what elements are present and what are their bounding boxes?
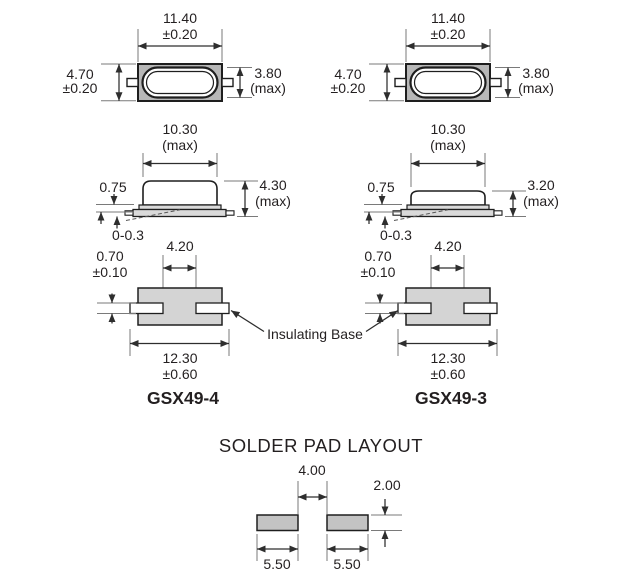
dim-tolerance: ±0.20 bbox=[62, 80, 98, 96]
dim-tolerance: ±0.60 bbox=[162, 366, 198, 382]
dim-label: 3.80 bbox=[254, 65, 282, 81]
base-slab bbox=[401, 210, 494, 217]
dim-label: 10.30 bbox=[430, 121, 466, 137]
dim-label: 4.00 bbox=[298, 462, 326, 478]
dim-tolerance: ±0.20 bbox=[430, 26, 466, 42]
dim-pad-gap bbox=[298, 462, 327, 514]
dim-label: 4.70 bbox=[66, 66, 94, 82]
dim-label: 11.40 bbox=[431, 10, 465, 26]
gsx49-4-side-view bbox=[96, 121, 291, 243]
gsx49-3-bottom-view bbox=[361, 238, 497, 382]
lead-left bbox=[130, 303, 163, 314]
dim-label: 4.20 bbox=[434, 238, 462, 254]
dim-label: 11.40 bbox=[163, 10, 197, 26]
gsx49-4-drawing bbox=[63, 10, 291, 408]
dim-label: 4.30 bbox=[259, 177, 287, 193]
gsx49-3-top-view bbox=[331, 10, 554, 101]
cover-dome bbox=[411, 191, 485, 205]
dim-label: 0-0.3 bbox=[112, 227, 144, 243]
dim-overall-length bbox=[130, 329, 229, 382]
dim-label: 0-0.3 bbox=[380, 227, 412, 243]
insulating-base-annotation bbox=[231, 311, 398, 343]
lead-right bbox=[226, 211, 234, 215]
dim-label: 0.75 bbox=[99, 179, 127, 195]
dim-label: 3.20 bbox=[527, 177, 555, 193]
lead-right bbox=[196, 303, 229, 314]
dim-label: 0.70 bbox=[364, 248, 392, 264]
dim-label: 2.00 bbox=[373, 477, 401, 493]
dim-cover-length bbox=[143, 121, 217, 177]
lead-left bbox=[393, 211, 401, 215]
dim-label: 0.70 bbox=[96, 248, 124, 264]
dim-body-width bbox=[138, 10, 222, 62]
solder-pad-layout-title: SOLDER PAD LAYOUT bbox=[218, 435, 424, 456]
dim-note: (max) bbox=[255, 193, 291, 209]
gsx49-4-top-view bbox=[63, 10, 286, 101]
dim-tolerance: ±0.10 bbox=[360, 264, 396, 280]
dim-tolerance: ±0.10 bbox=[92, 264, 128, 280]
dim-body-width bbox=[406, 10, 490, 62]
dim-label: 12.30 bbox=[430, 350, 466, 366]
dim-note: (max) bbox=[430, 137, 466, 153]
dim-overall-length bbox=[398, 329, 497, 382]
dim-label: 12.30 bbox=[162, 350, 198, 366]
dim-cover-height bbox=[227, 65, 286, 98]
dim-note: (max) bbox=[250, 80, 286, 96]
dim-label: 5.50 bbox=[263, 556, 291, 572]
solder-pad-layout bbox=[219, 435, 423, 572]
dim-body-height bbox=[63, 64, 136, 101]
gsx49-4-bottom-view bbox=[93, 238, 229, 382]
lead-left bbox=[398, 303, 431, 314]
dim-tolerance: ±0.20 bbox=[162, 26, 198, 42]
base-ledge bbox=[139, 205, 221, 210]
dim-label: 3.80 bbox=[522, 65, 550, 81]
lead-left bbox=[395, 79, 406, 87]
dim-base-thickness bbox=[96, 179, 134, 224]
dim-label: 10.30 bbox=[162, 121, 198, 137]
lead-right bbox=[464, 303, 497, 314]
lead-right bbox=[222, 79, 233, 87]
dim-note: (max) bbox=[518, 80, 554, 96]
dim-tolerance: ±0.60 bbox=[430, 366, 466, 382]
gsx49-3-drawing bbox=[331, 10, 559, 408]
dim-base-thickness bbox=[364, 179, 402, 224]
gsx49-3-side-view bbox=[364, 121, 559, 243]
base-slab bbox=[133, 210, 226, 217]
dim-pad-height bbox=[371, 477, 402, 547]
dim-label: 5.50 bbox=[333, 556, 361, 572]
base-ledge bbox=[407, 205, 489, 210]
dim-label: 0.75 bbox=[367, 179, 395, 195]
dim-note: (max) bbox=[162, 137, 198, 153]
lead-left bbox=[125, 211, 133, 215]
package-name-gsx49-4: GSX49-4 bbox=[147, 388, 219, 408]
dim-body-height bbox=[331, 64, 404, 101]
dim-tolerance: ±0.20 bbox=[330, 80, 366, 96]
leader-arrow-left bbox=[231, 311, 264, 332]
dim-cover-height bbox=[495, 65, 554, 98]
solder-pad-right bbox=[327, 515, 368, 531]
dim-left-pad-width bbox=[257, 534, 298, 572]
package-name-gsx49-3: GSX49-3 bbox=[415, 388, 487, 408]
cover-dome bbox=[143, 181, 217, 205]
insulating-base-label: Insulating Base bbox=[267, 326, 363, 342]
lead-left bbox=[127, 79, 138, 87]
lead-right bbox=[494, 211, 502, 215]
lead-right bbox=[490, 79, 501, 87]
dim-label: 4.70 bbox=[334, 66, 362, 82]
dim-note: (max) bbox=[523, 193, 559, 209]
dim-right-pad-width bbox=[327, 534, 368, 572]
dim-label: 4.20 bbox=[166, 238, 194, 254]
dim-cover-length bbox=[411, 121, 485, 187]
solder-pad-left bbox=[257, 515, 298, 531]
